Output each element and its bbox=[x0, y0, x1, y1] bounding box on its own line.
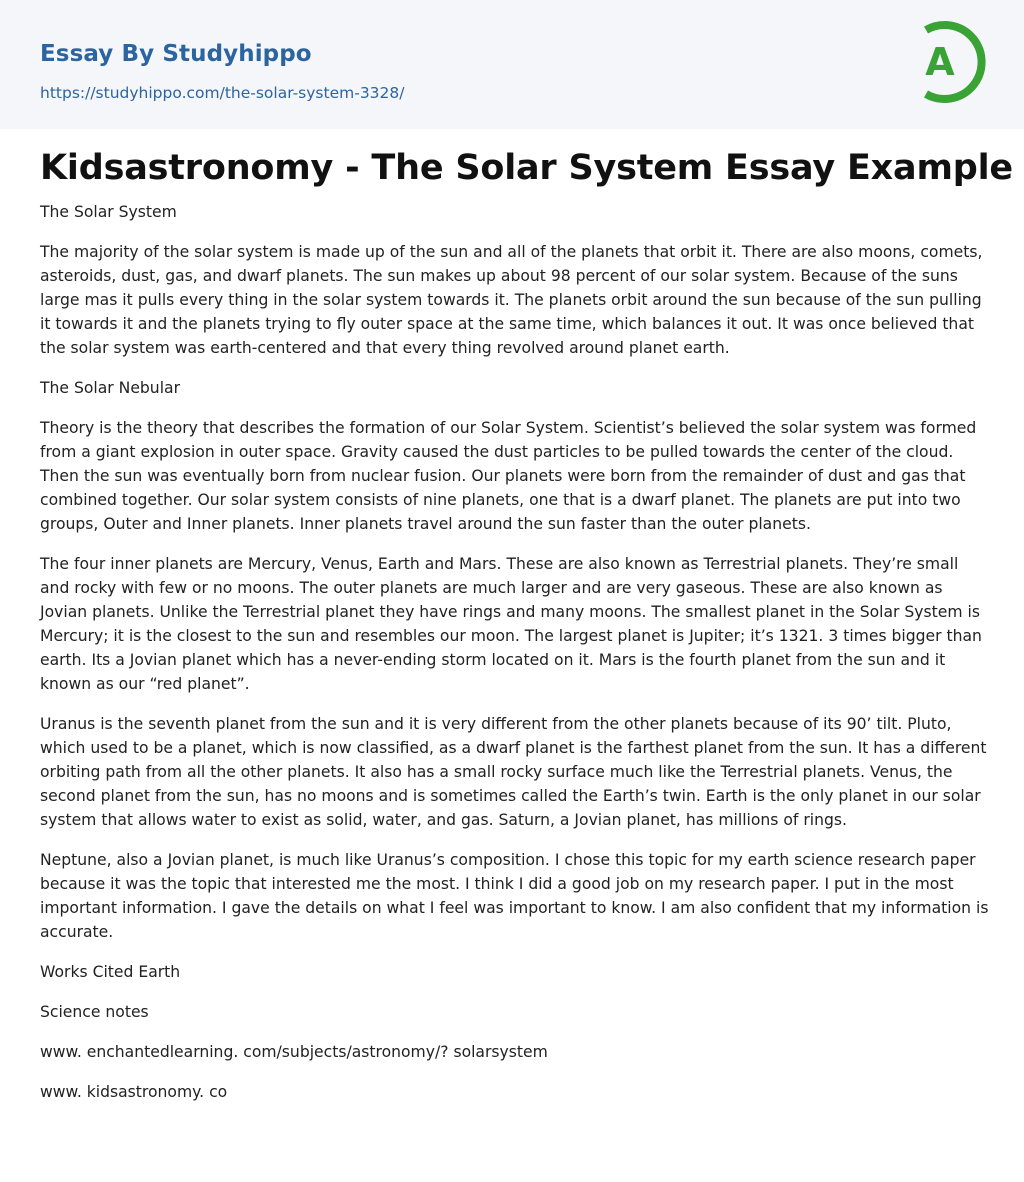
brand-title[interactable]: Essay By Studyhippo bbox=[40, 41, 312, 67]
logo-letter: A bbox=[925, 40, 955, 84]
citation: Science notes bbox=[40, 1003, 149, 1021]
page-title: Kidsastronomy - The Solar System Essay Example bbox=[40, 148, 1013, 188]
paragraph: The majority of the solar system is made up of the sun and all of the planets that orbit it. There are also moons, comets, asteroids, dust, gas, and dwarf planets. The sun makes up about 98 percent of our solar system. Because of the suns large mas it pulls every thing in the solar system towards it. The planets orbit around the sun because of the sun pulling it towards it and the planets trying to fly outer space at the same time, which balances it out. It was once believed that the solar system was earth-centered and that every thing revolved around planet earth. bbox=[40, 243, 983, 357]
citation: www. enchantedlearning. com/subjects/astronomy/? solarsystem bbox=[40, 1043, 548, 1061]
paragraph: The four inner planets are Mercury, Venus, Earth and Mars. These are also known as Terrestrial planets. They’re small and rocky with few or no moons. The outer planets are much larger and are very gaseous. These are also known as Jovian planets. Unlike the Terrestrial planet they have rings and many moons. The smallest planet in the Solar System is Mercury; it is the closest to the sun and resembles our moon. The largest planet is Jupiter; it’s 1321. 3 times bigger than earth. Its a Jovian planet which has a never-ending storm located on it. Mars is the fourth planet from the sun and it known as our “red planet”. bbox=[40, 555, 982, 693]
citation: www. kidsastronomy. co bbox=[40, 1083, 228, 1101]
paragraph: Theory is the theory that describes the formation of our Solar System. Scientist’s believed the solar system was formed from a giant explosion in outer space. Gravity caused the dust particles to be pulled towards the center of the cloud. Then the sun was eventually born from nuclear fusion. Our planets were born from the remainder of dust and gas that combined together. Our solar system consists of nine planets, one that is a dwarf planet. The planets are put into two groups, Outer and Inner planets. Inner planets travel around the sun faster than the outer planets. bbox=[40, 419, 977, 533]
paragraph: Neptune, also a Jovian planet, is much like Uranus’s composition. I chose this topic for my earth science research paper because it was the topic that interested me the most. I think I did a good job on my research paper. I put in the most important information. I gave the details on what I feel was important to know. I am also confident that my information is accurate. bbox=[40, 851, 989, 941]
paragraph-heading-solar-system: The Solar System bbox=[40, 203, 177, 221]
paragraph-heading-solar-nebular: The Solar Nebular bbox=[40, 379, 180, 397]
source-url-link[interactable]: https://studyhippo.com/the-solar-system-3328/ bbox=[40, 84, 405, 102]
works-cited-heading: Works Cited Earth bbox=[40, 963, 181, 981]
paragraph: Uranus is the seventh planet from the sun and it is very different from the other planets because of its 90’ tilt. Pluto, which used to be a planet, which is now classified, as a dwarf planet is the farthest planet from the sun. It has a different orbiting path from all the other planets. It also has a small rocky surface much like the Terrestrial planets. Venus, the second planet from the sun, has no moons and is sometimes called the Earth’s twin. Earth is the only planet in our solar system that allows water to exist as solid, water, and gas. Saturn, a Jovian planet, has millions of rings. bbox=[40, 715, 987, 829]
essay-body bbox=[40, 200, 990, 1120]
